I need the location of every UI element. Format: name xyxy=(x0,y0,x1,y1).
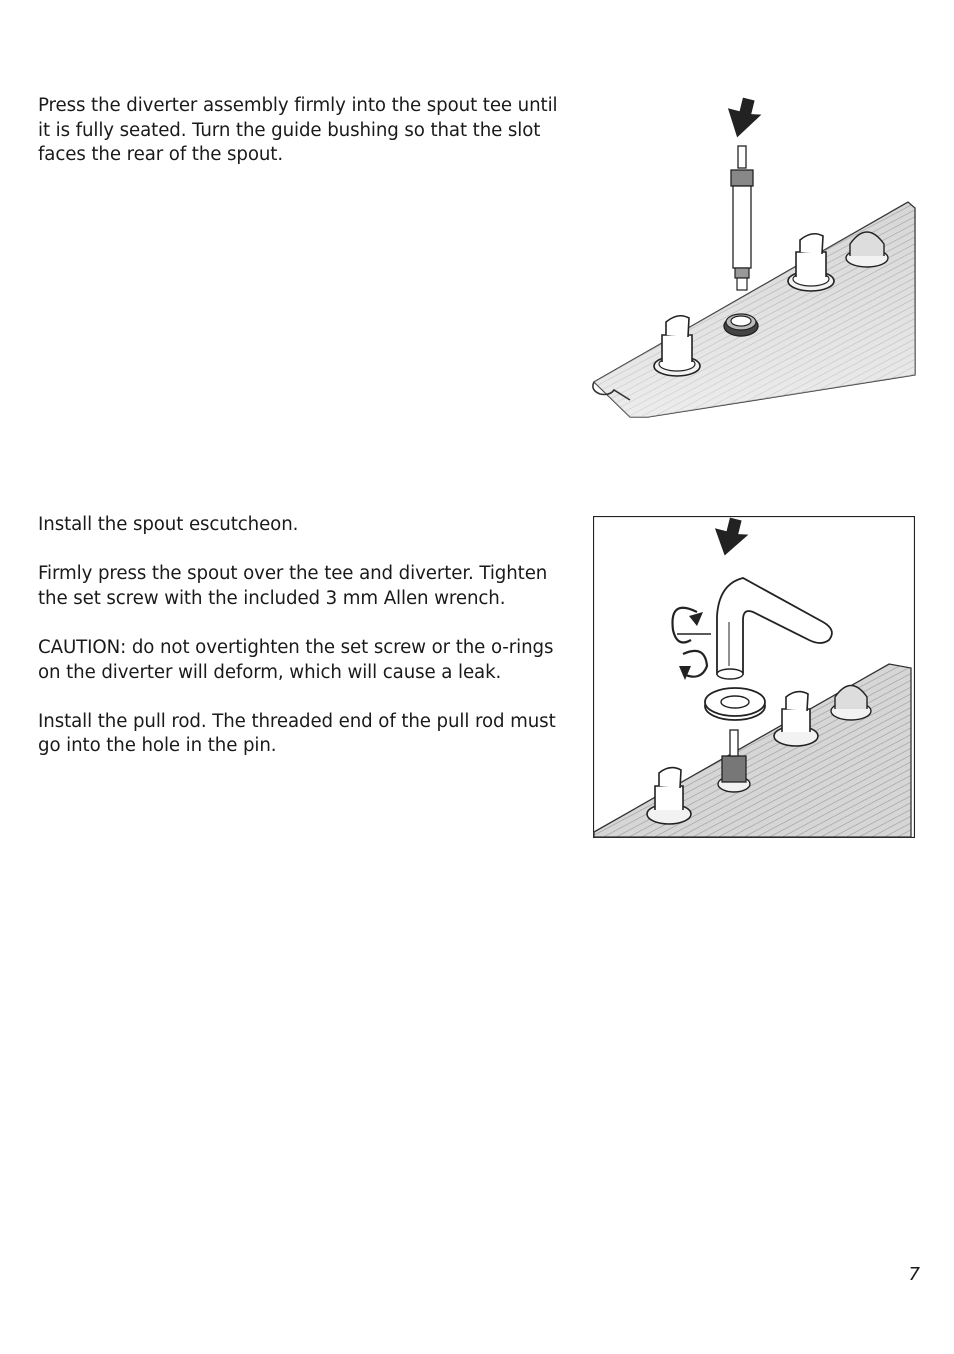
step2-caution xyxy=(38,636,558,685)
step2-line: Install the pull rod. The threaded end of the pull rod must xyxy=(38,710,556,732)
step2-paragraph-1 xyxy=(38,513,558,538)
step2-line: go into the hole in the pin. xyxy=(38,735,277,757)
step2-line: on the diverter will deform, which will cause a leak. xyxy=(38,661,502,683)
step2-line: the set screw with the included 3 mm Allen wrench. xyxy=(38,587,506,609)
step2-line: Install the spout escutcheon. xyxy=(38,514,299,535)
step1-line-1: Press the diverter assembly firmly into the spout tee until xyxy=(38,95,558,116)
diverter-install-illustration xyxy=(590,90,920,420)
step1-line-2: it is fully seated. Turn the guide bushing so that the slot xyxy=(38,119,541,141)
step1-line-3: faces the rear of the spout. xyxy=(38,144,284,166)
page-number: 7 xyxy=(908,1264,920,1285)
step2-paragraph-4 xyxy=(38,710,558,759)
step2-line: CAUTION: do not overtighten the set screw or the o-rings xyxy=(38,636,554,658)
step1-instructions xyxy=(38,94,558,168)
step2-instructions xyxy=(38,513,558,784)
step2-paragraph-2 xyxy=(38,562,558,611)
step2-line: Firmly press the spout over the tee and diverter. Tighten xyxy=(38,563,548,585)
spout-install-illustration xyxy=(593,516,915,838)
